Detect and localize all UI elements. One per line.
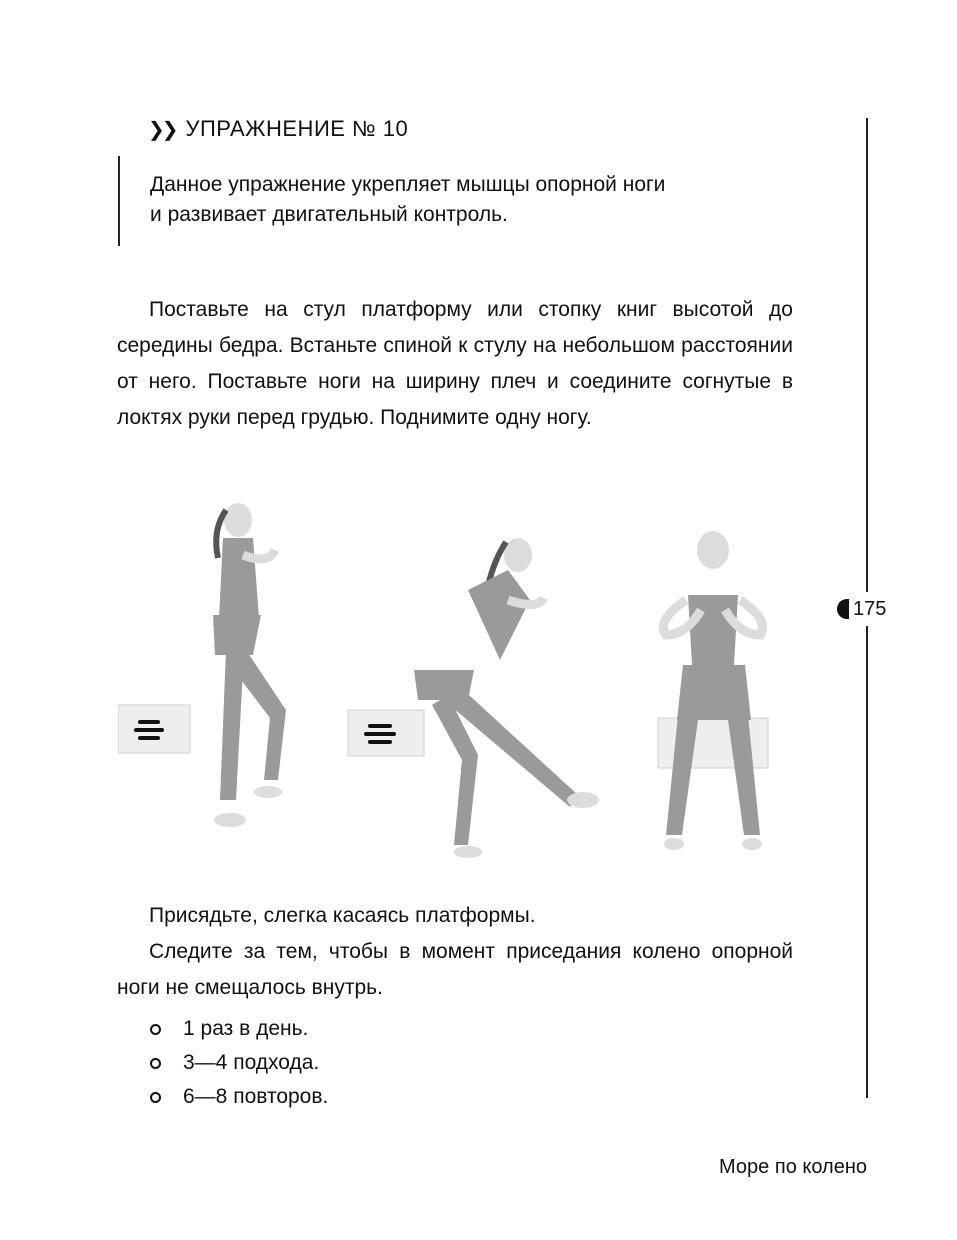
- list-item: [150, 1012, 328, 1046]
- instructions-paragraph: Поставьте на стул платформу или стопку книг высотой до середины бедра. Встаньте спиной к стулу на небольшом расстоянии от него. Поставьте ноги на ширину плеч и соедините согнутые в локтях руки перед грудью. Поднимите одну ногу.: [117, 298, 793, 429]
- page-number-marker: [833, 592, 903, 626]
- pose-squat-side: [348, 538, 599, 858]
- instructions-continued: [117, 898, 793, 1006]
- intro-line-2: и развивает двигательный контроль.: [150, 203, 508, 226]
- list-item: [150, 1080, 328, 1114]
- circle-bullet-icon: [150, 1058, 161, 1069]
- half-circle-icon: [837, 599, 849, 619]
- instruction-knee: Следите за тем, чтобы в момент приседания колено опорной ноги не смещалось внутрь.: [117, 940, 793, 999]
- circle-bullet-icon: [150, 1024, 161, 1035]
- list-item-text: 3—4 подхода.: [183, 1051, 320, 1074]
- intro-left-rule: [118, 156, 120, 246]
- intro-line-1: Данное упражнение укрепляет мышцы опорной ноги: [150, 173, 666, 196]
- double-chevron-icon: ❯❯: [148, 118, 176, 141]
- exercise-heading: [148, 116, 408, 142]
- instructions-block: [117, 292, 793, 436]
- list-item-text: 6—8 повторов.: [183, 1085, 329, 1108]
- platform-logo-2: [364, 724, 396, 744]
- book-title: Море по колено: [719, 1156, 867, 1178]
- pose-squat-front: [658, 531, 768, 850]
- list-item-text: 1 раз в день.: [183, 1017, 309, 1040]
- page-number: 175: [853, 597, 887, 620]
- instruction-sit: Присядьте, слегка касаясь платформы.: [149, 904, 536, 927]
- pose-standing: [118, 503, 286, 827]
- platform-logo-1: [134, 720, 164, 740]
- circle-bullet-icon: [150, 1092, 161, 1103]
- exercise-title: УПРАЖНЕНИЕ № 10: [185, 116, 409, 141]
- dosage-list: [150, 1012, 328, 1114]
- exercise-illustration: [118, 480, 798, 870]
- list-item: [150, 1046, 328, 1080]
- intro-block: [150, 170, 830, 230]
